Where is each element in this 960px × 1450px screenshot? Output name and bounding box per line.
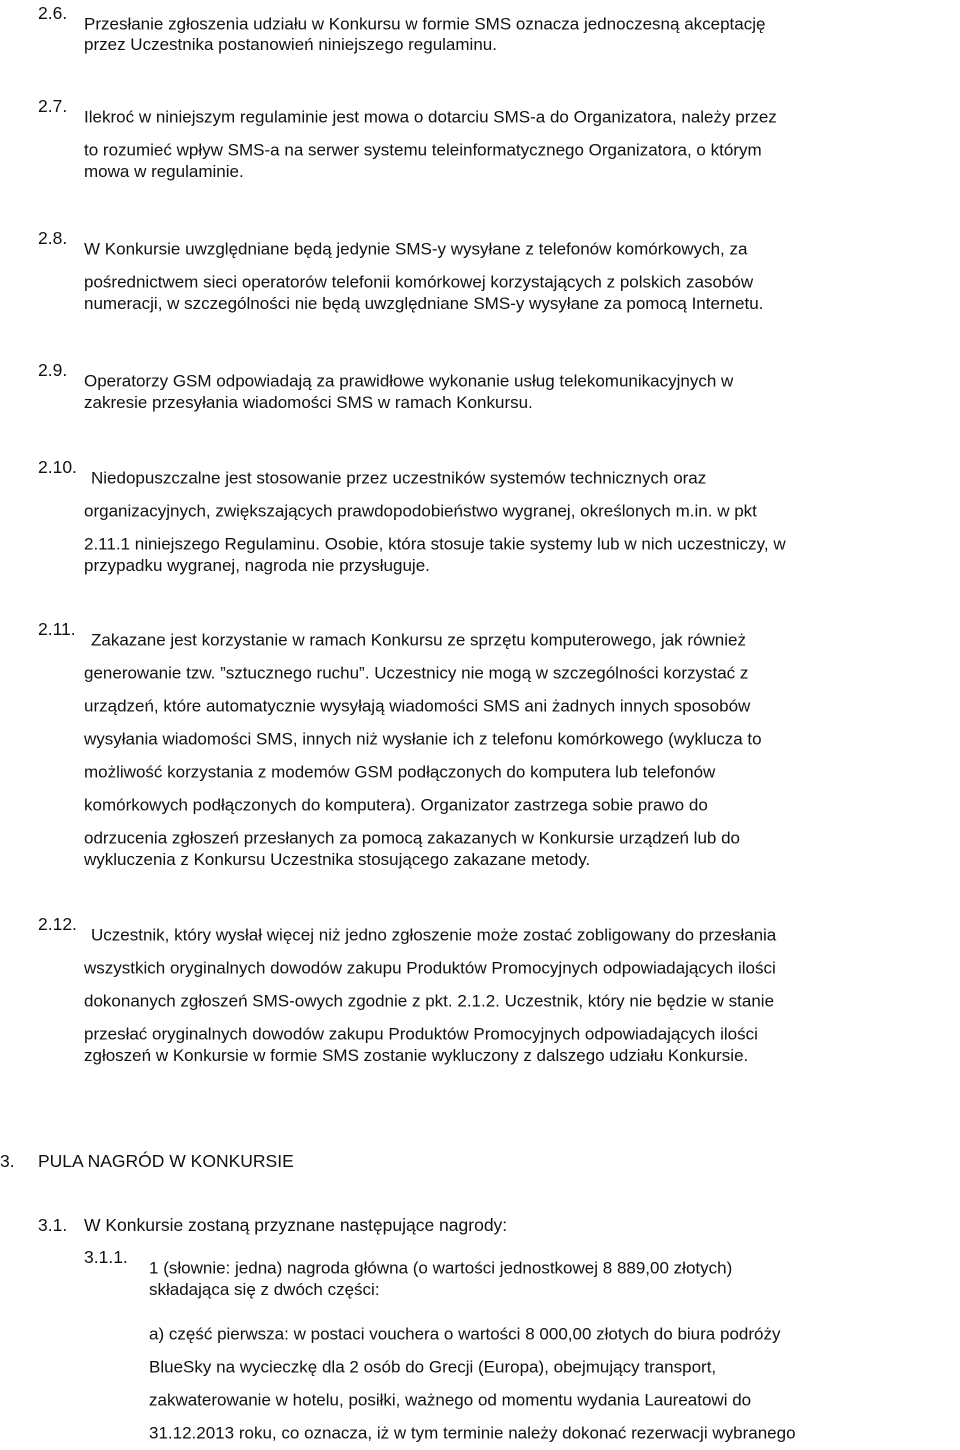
text-line: 2.11.1 niniejszego Regulaminu. Osobie, która stosuje takie systemy lub w nich uczestniczy, w	[84, 534, 786, 554]
section-number: 2.10.	[38, 457, 77, 477]
text-line: Uczestnik, który wysłał więcej niż jedno zgłoszenie może zostać zobligowany do przesłania	[91, 925, 777, 945]
text-line: dokonanych zgłoszeń SMS-owych zgodnie z pkt. 2.1.2. Uczestnik, który nie będzie w stanie	[84, 991, 775, 1011]
text-line: możliwość korzystania z modemów GSM podłączonych do komputera lub telefonów	[84, 762, 716, 782]
text-line: generowanie tzw. ”sztucznego ruchu”. Uczestnicy nie mogą w szczególności korzystać z	[84, 663, 749, 683]
text-line: organizacyjnych, zwiększających prawdopodobieństwo wygranej, określonych m.in. w pkt	[84, 501, 757, 521]
text-line: Przesłanie zgłoszenia udziału w Konkursu w formie SMS oznacza jednoczesną akceptację	[84, 14, 766, 34]
section-title: PULA NAGRÓD W KONKURSIE	[38, 1151, 294, 1171]
section-number: 2.6.	[38, 3, 68, 23]
text-line: wysyłania wiadomości SMS, innych niż wysłanie ich z telefonu komórkowego (wyklucza to	[84, 729, 762, 749]
text-line: to rozumieć wpływ SMS-a na serwer systemu teleinformatycznego Organizatora, o którym	[84, 140, 762, 160]
text-line: przypadku wygranej, nagroda nie przysługuje.	[84, 556, 430, 575]
section-number: 2.12.	[38, 914, 77, 934]
text-line: W Konkursie zostaną przyznane następujące nagrody:	[84, 1215, 508, 1235]
text-line: przesłać oryginalnych dowodów zakupu Produktów Promocyjnych odpowiadających ilości	[84, 1024, 758, 1044]
section-number: 2.7.	[38, 96, 68, 116]
text-line: BlueSky na wycieczkę dla 2 osób do Grecji (Europa), obejmujący transport,	[149, 1357, 717, 1377]
text-line: mowa w regulaminie.	[84, 162, 244, 181]
section-number: 2.11.	[38, 619, 76, 639]
text-line: Ilekroć w niniejszym regulaminie jest mowa o dotarciu SMS-a do Organizatora, należy przez	[84, 107, 777, 127]
section-number: 3.1.	[38, 1215, 68, 1235]
text-line: zakresie przesyłania wiadomości SMS w ramach Konkursu.	[84, 393, 533, 412]
text-line: Niedopuszczalne jest stosowanie przez uczestników systemów technicznych oraz	[91, 468, 707, 488]
text-line: zgłoszeń w Konkursie w formie SMS zostanie wykluczony z dalszego udziału Konkursie.	[84, 1046, 749, 1065]
section-number: 3.	[0, 1151, 15, 1171]
text-line: składająca się z dwóch części:	[149, 1280, 380, 1299]
text-line: przez Uczestnika postanowień niniejszego regulaminu.	[84, 35, 497, 54]
text-line: a) część pierwsza: w postaci vouchera o wartości 8 000,00 złotych do biura podróży	[149, 1324, 781, 1344]
text-line: 31.12.2013 roku, co oznacza, iż w tym terminie należy dokonać rezerwacji wybranego	[149, 1423, 796, 1443]
text-line: Operatorzy GSM odpowiadają za prawidłowe wykonanie usług telekomunikacyjnych w	[84, 371, 734, 391]
text-line: odrzucenia zgłoszeń przesłanych za pomocą zakazanych w Konkursie urządzeń lub do	[84, 828, 741, 848]
text-line: wszystkich oryginalnych dowodów zakupu Produktów Promocyjnych odpowiadających ilości	[84, 958, 776, 978]
text-line: W Konkursie uwzględniane będą jedynie SMS-y wysyłane z telefonów komórkowych, za	[84, 239, 748, 259]
text-line: urządzeń, które automatycznie wysyłają wiadomości SMS ani żadnych innych sposobów	[84, 696, 751, 716]
section-number: 2.8.	[38, 228, 68, 248]
section-number: 2.9.	[38, 360, 68, 380]
section-number: 3.1.1.	[84, 1247, 128, 1267]
text-line: wykluczenia z Konkursu Uczestnika stosującego zakazane metody.	[84, 850, 591, 869]
text-line: 1 (słownie: jedna) nagroda główna (o wartości jednostkowej 8 889,00 złotych)	[149, 1258, 733, 1278]
text-line: zakwaterowanie w hotelu, posiłki, ważnego od momentu wydania Laureatowi do	[149, 1390, 752, 1410]
text-line: Zakazane jest korzystanie w ramach Konkursu ze sprzętu komputerowego, jak również	[91, 630, 746, 650]
text-line: komórkowych podłączonych do komputera). Organizator zastrzega sobie prawo do	[84, 795, 708, 815]
text-line: numeracji, w szczególności nie będą uwzględniane SMS-y wysyłane za pomocą Internetu.	[84, 294, 764, 313]
text-line: pośrednictwem sieci operatorów telefonii komórkowej korzystających z polskich zasobów	[84, 272, 754, 292]
